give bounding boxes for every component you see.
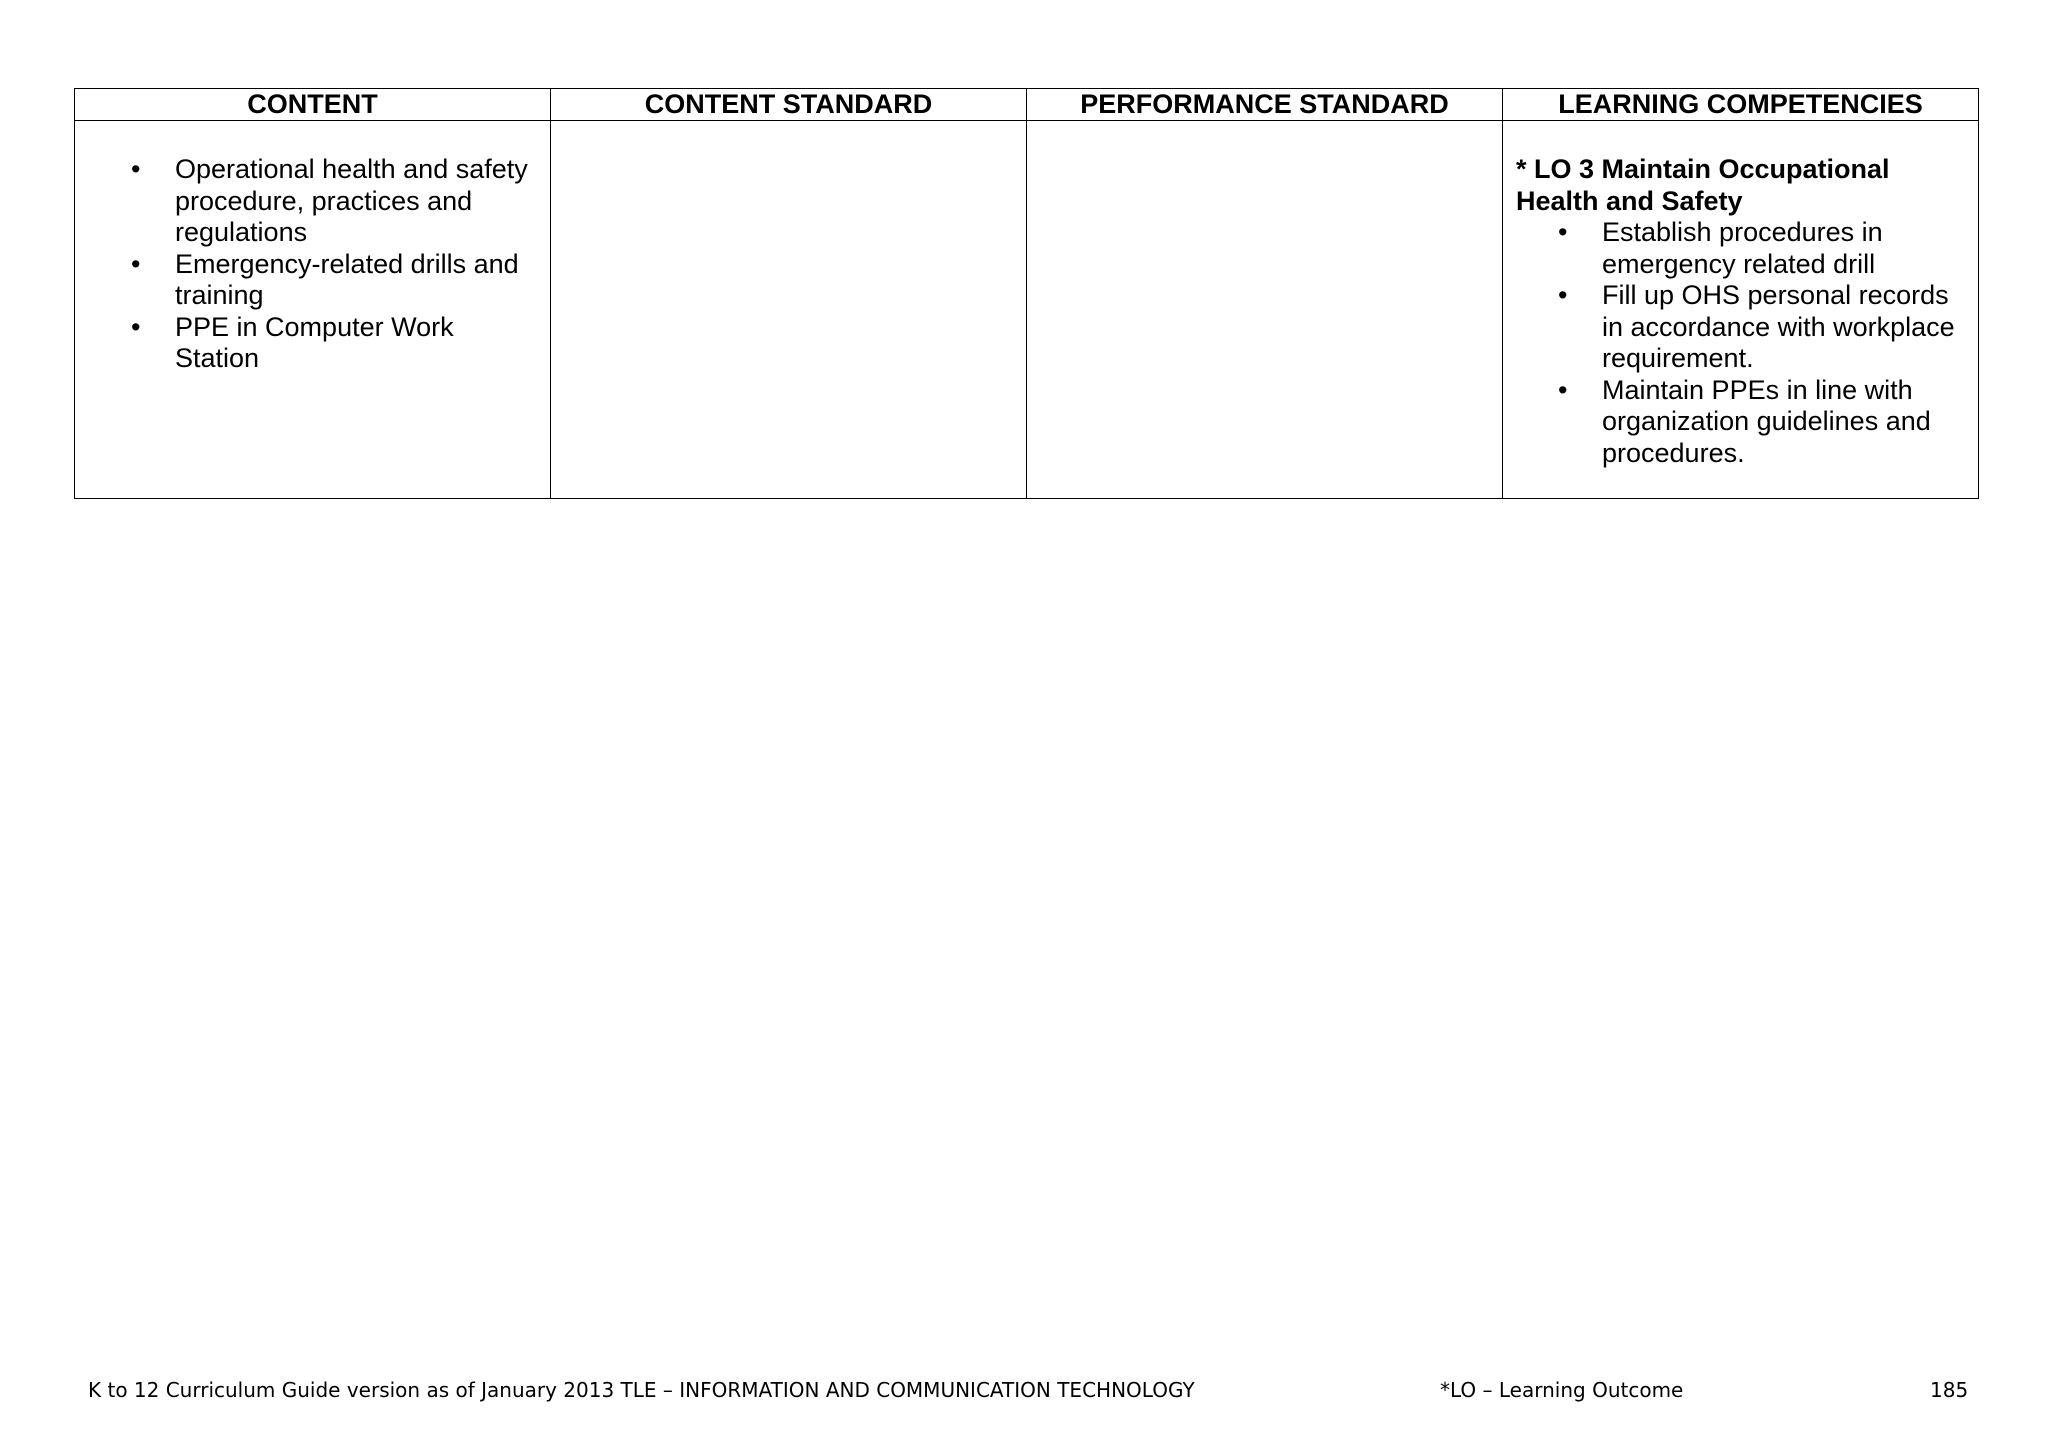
list-item: • Establish procedures in emergency related drill	[1558, 217, 1964, 280]
learning-outcome-heading: * LO 3 Maintain Occupational Health and Safety	[1516, 154, 1890, 216]
header-performance-standard: PERFORMANCE STANDARD	[1027, 89, 1503, 121]
footer-document-title: K to 12 Curriculum Guide version as of January 2013 TLE – INFORMATION AND COMMUNICATION TECHNOLOGY	[88, 1378, 1195, 1402]
header-content: CONTENT	[75, 89, 551, 121]
content-list	[131, 154, 530, 375]
list-item: • Fill up OHS personal records in accordance with workplace requirement.	[1558, 280, 1964, 375]
table-row	[75, 121, 1979, 499]
header-content-standard: CONTENT STANDARD	[551, 89, 1027, 121]
competencies-list	[1516, 217, 1964, 469]
curriculum-table	[74, 88, 1979, 499]
content-cell	[75, 121, 551, 499]
header-learning-competencies: LEARNING COMPETENCIES	[1503, 89, 1979, 121]
learning-competencies-cell	[1503, 121, 1979, 499]
footer-legend: *LO – Learning Outcome	[1440, 1378, 1684, 1402]
footer-page-number: 185	[1930, 1378, 1969, 1402]
list-item: • Emergency-related drills and training	[131, 249, 530, 312]
table-header-row	[75, 89, 1979, 121]
list-item: • PPE in Computer Work Station	[131, 312, 530, 375]
performance-standard-cell	[1027, 121, 1503, 499]
content-standard-cell	[551, 121, 1027, 499]
list-item: • Maintain PPEs in line with organization guidelines and procedures.	[1558, 375, 1964, 470]
list-item: • Operational health and safety procedure, practices and regulations	[131, 154, 530, 249]
